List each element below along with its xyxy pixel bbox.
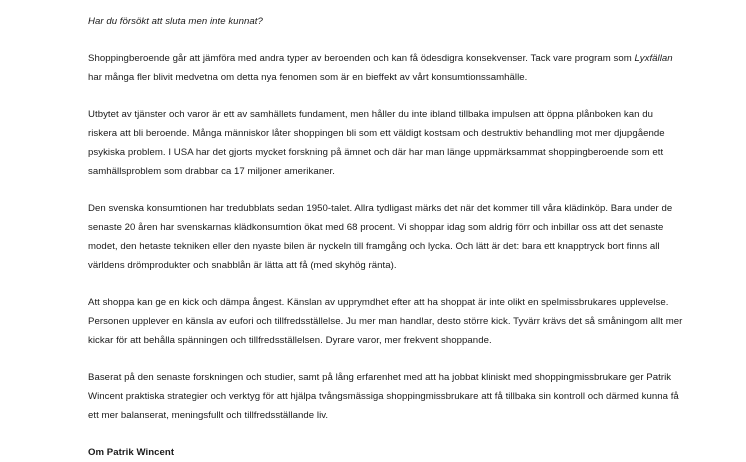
intro-question: Har du försökt att sluta men inte kunnat?	[88, 16, 263, 27]
paragraph-3	[88, 199, 688, 275]
paragraph-3-line-3: modet, den hetaste tekniken eller den nyaste bilen är nyckeln till framgång och lycka. Och lätt är det: bara ett knapptryck bort finns all	[88, 241, 660, 252]
paragraph-1	[88, 49, 688, 87]
paragraph-5-line-3: ett mer balanserat, meningsfullt och tillfredsställande liv.	[88, 410, 329, 421]
paragraph-2-line-1: Utbytet av tjänster och varor är ett av samhällets fundament, men håller du inte ibland tillbaka impulsen att öppna plånboken kan du	[88, 109, 653, 120]
document-body	[88, 12, 688, 462]
intro-paragraph	[88, 12, 688, 31]
paragraph-3-line-2: senaste 20 åren har svenskarnas klädkonsumtion ökat med 68 procent. Vi shoppar idag som aldrig förr och inbillar oss att det senaste	[88, 222, 664, 233]
paragraph-5-line-2: Wincent praktiska strategier och verktyg för att hjälpa tvångsmässiga shoppingmissbrukare att få tillbaka sin kontroll och därmed kunna få	[88, 391, 679, 402]
paragraph-5-line-1: Baserat på den senaste forskningen och studier, samt på lång erfarenhet med att ha jobbat kliniskt med shoppingmissbrukare ger Patrik	[88, 372, 672, 383]
about-heading: Om Patrik Wincent	[88, 447, 175, 458]
paragraph-2-line-4: samhällsproblem som drabbar ca 17 miljoner amerikaner.	[88, 166, 335, 177]
paragraph-4-line-2: Personen upplever en känsla av eufori och tillfredsställelse. Ju mer man handlar, desto större kick. Tyvärr krävs det så småningom allt mer	[88, 316, 683, 327]
paragraph-2-line-2: riskera att bli beroende. Många människor låter shoppingen bli som ett väldigt kostsam och destruktiv behandling mot mer djupgående	[88, 128, 665, 139]
paragraph-3-line-4: världens drömprodukter och snabblån är lätta att få (med skyhög ränta).	[88, 260, 397, 271]
paragraph-1-line-1	[88, 49, 688, 68]
paragraph-4-line-1: Att shoppa kan ge en kick och dämpa ångest. Känslan av upprymdhet efter att ha shoppat är inte olikt en spelmissbrukares upplevelse.	[88, 297, 669, 308]
paragraph-2-line-3: psykiska problem. I USA har det gjorts mycket forskning på ämnet och där har man länge uppmärksammat shoppingberoende som ett	[88, 147, 664, 158]
program-name-lyxfallan: Lyxfällan	[634, 53, 673, 64]
paragraph-5	[88, 368, 688, 425]
paragraph-4	[88, 293, 688, 350]
paragraph-2	[88, 105, 688, 181]
paragraph-1-line-1-text: Shoppingberoende går att jämföra med andra typer av beroenden och kan få ödesdigra konsekvenser. Tack vare program som	[88, 53, 635, 64]
paragraph-1-line-2: har många fler blivit medvetna om detta nya fenomen som är en bieffekt av vårt konsumtionssamhälle.	[88, 72, 528, 83]
paragraph-3-line-1: Den svenska konsumtionen har tredubblats sedan 1950-talet. Allra tydligast märks det när det kommer till våra klädinköp. Bara under de	[88, 203, 673, 214]
paragraph-4-line-3: kickar för att behålla spänningen och tillfredsställelsen. Dyrare varor, mer frekvent shoppande.	[88, 335, 492, 346]
